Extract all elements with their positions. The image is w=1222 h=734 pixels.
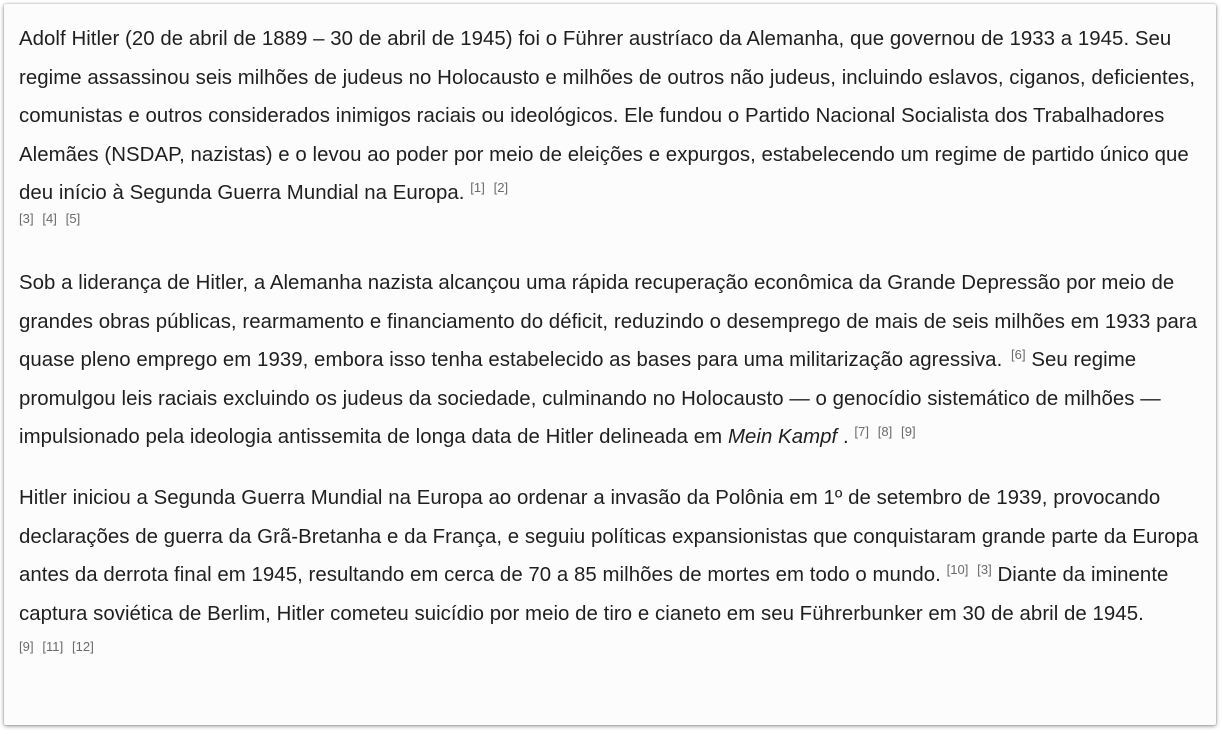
citation-link[interactable]: [7] — [854, 424, 869, 440]
paragraph-text: Seu regime promulgou leis raciais excluindo os judeus da sociedade, culminando no Holocausto — o genocídio sistemático de milhões — impulsionado pela ideologia antissemita de longa data de Hitler delineada em — [19, 349, 1161, 449]
article-panel — [4, 4, 1216, 725]
paragraph-text: Hitler iniciou a Segunda Guerra Mundial na Europa ao ordenar a invasão da Polônia em 1º de setembro de 1939, provocando declarações de guerra da Grã-Bretanha e da França, e seguiu políticas expansionistas que conquistaram grande parte da Europa antes da derrota final em 1945, resultando em cerca de 70 a 85 milhões de mortes em todo o mundo. — [19, 486, 1199, 587]
citation-link[interactable]: [6] — [1011, 347, 1026, 363]
citation-link[interactable]: [8] — [877, 424, 893, 440]
paragraph-text: Sob a liderança de Hitler, a Alemanha nazista alcançou uma rápida recuperação econômica da Grande Depressão por meio de grandes obras públicas, rearmamento e financiamento do déficit, reduzindo o desemprego de mais de seis milhões em 1933 para quase pleno emprego em 1939, embora isso tenha estabelecido as bases para uma militarização agressiva. — [19, 271, 1198, 372]
citation-link[interactable]: [5] — [65, 210, 81, 226]
citation-link[interactable]: [3] — [19, 210, 34, 226]
citation-link[interactable]: [1] — [470, 180, 485, 196]
paragraph-2 — [19, 264, 1202, 457]
book-title: Mein Kampf — [727, 426, 838, 449]
citation-link[interactable]: [12] — [71, 639, 94, 655]
citation-link[interactable]: [9] — [901, 424, 916, 440]
citation-link[interactable]: [9] — [19, 639, 34, 655]
citation-link[interactable]: [4] — [42, 210, 57, 226]
citation-link[interactable]: [3] — [977, 561, 992, 577]
paragraph-text: . — [842, 426, 849, 449]
paragraph-1 — [19, 20, 1202, 227]
citation-link[interactable]: [2] — [493, 180, 509, 196]
paragraph-3 — [19, 479, 1202, 672]
citation-link[interactable]: [10] — [946, 561, 969, 577]
paragraph-text: Adolf Hitler (20 de abril de 1889 – 30 de abril de 1945) foi o Führer austríaco da Alemanha, que governou de 1933 a 1945. Seu regime assassinou seis milhões de judeus no Holocausto e milhões de outros não judeus, incluindo eslavos, ciganos, deficientes, comunistas e outros considerados inimigos raciais ou ideológicos. Ele fundou o Partido Nacional Socialista dos Trabalhadores Alemães (NSDAP, nazistas) e o levou ao poder por meio de eleições e expurgos, estabelecendo um regime de partido único que deu início à Segunda Guerra Mundial na Europa. — [19, 28, 1196, 205]
paragraph-text: Diante da iminente captura soviética de Berlim, Hitler cometeu suicídio por meio de tiro e cianeto em seu Führerbunker em 30 de abril de 1945. — [19, 564, 1169, 625]
citation-link[interactable]: [11] — [42, 639, 64, 655]
citation-line — [19, 209, 1202, 227]
